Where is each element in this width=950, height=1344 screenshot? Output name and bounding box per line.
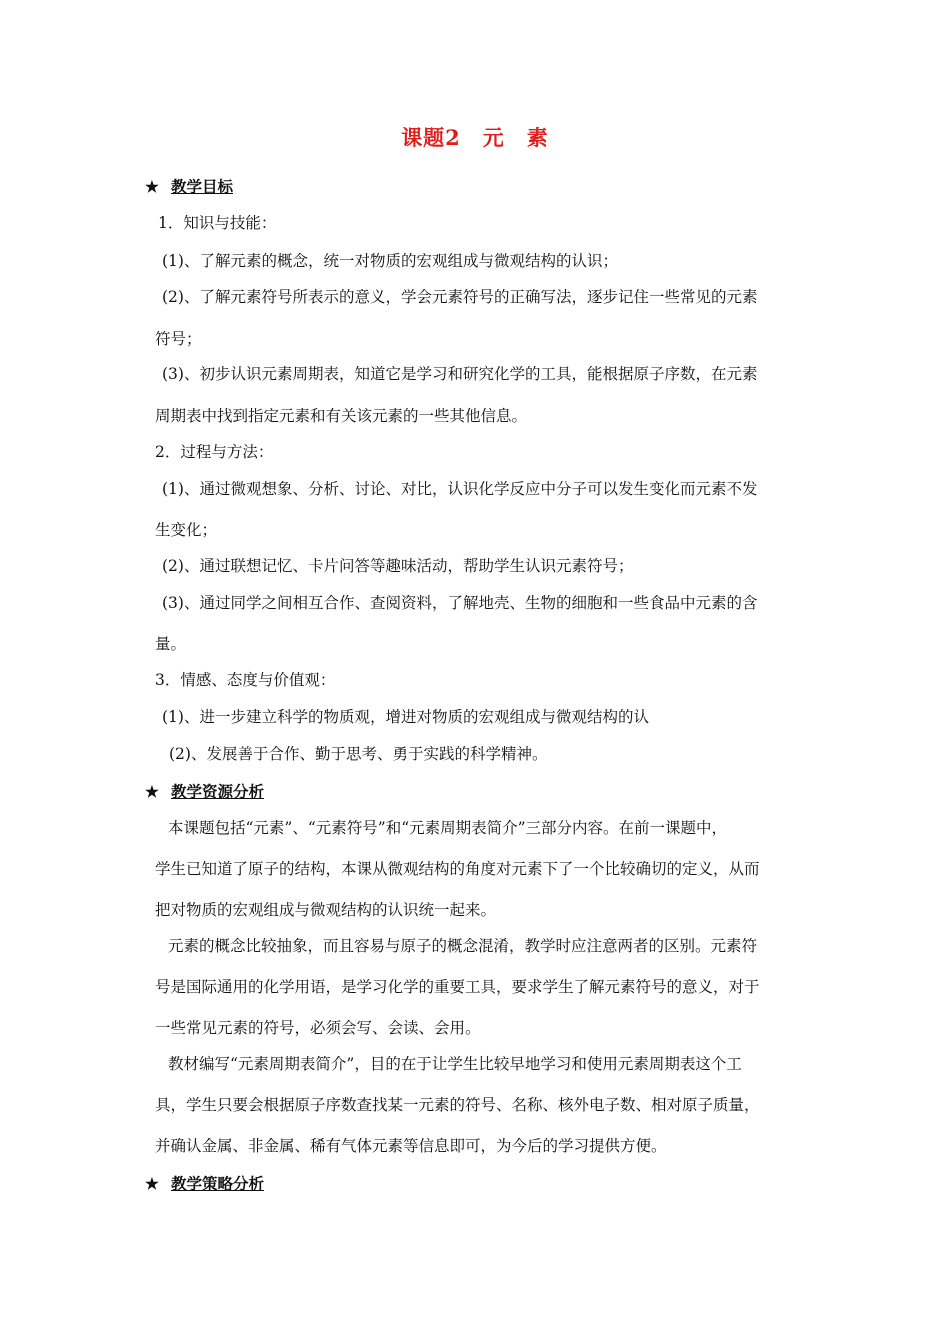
goals-line: (2)、了解元素符号所表示的意义，学会元素符号的正确写法，逐步记住一些常见的元素 [162, 288, 758, 306]
section-heading-resources [145, 782, 264, 802]
star-icon: ★ [145, 1174, 159, 1193]
section-heading-text: 教学资源分析 [171, 782, 265, 801]
goals-line: (2)、发展善于合作、勤于思考、勇于实践的科学精神。 [169, 745, 548, 763]
goals-line: (1)、通过微观想象、分析、讨论、对比，认识化学反应中分子可以发生变化而元素不发 [162, 480, 758, 498]
resources-line: 元素的概念比较抽象，而且容易与原子的概念混淆，教学时应注意两者的区别。元素符 [168, 937, 758, 955]
resources-line: 教材编写“元素周期表简介”，目的在于让学生比较早地学习和使用元素周期表这个工 [168, 1055, 742, 1073]
goals-line: (3)、通过同学之间相互合作、查阅资料，了解地壳、生物的细胞和一些食品中元素的含 [162, 594, 758, 612]
goals-line: 2．过程与方法： [155, 443, 274, 461]
goals-line: 1．知识与技能： [158, 214, 277, 232]
goals-line: 3．情感、态度与价值观： [155, 671, 336, 689]
section-heading-text: 教学目标 [171, 177, 234, 196]
goals-line: (3)、初步认识元素周期表，知道它是学习和研究化学的工具，能根据原子序数，在元素 [162, 365, 758, 383]
section-heading-text: 教学策略分析 [171, 1174, 265, 1193]
goals-line: 符号； [155, 330, 202, 348]
section-heading-goals [145, 177, 233, 197]
section-heading-strategy [145, 1174, 264, 1194]
resources-line: 号是国际通用的化学用语，是学习化学的重要工具，要求学生了解元素符号的意义，对于 [155, 978, 760, 996]
goals-line: 量。 [155, 635, 187, 653]
goals-line: (2)、通过联想记忆、卡片问答等趣味活动，帮助学生认识元素符号； [162, 557, 634, 575]
resources-line: 把对物质的宏观组成与微观结构的认识统一起来。 [155, 901, 497, 919]
goals-line: (1)、了解元素的概念，统一对物质的宏观组成与微观结构的认识； [162, 252, 618, 270]
goals-line: 周期表中找到指定元素和有关该元素的一些其他信息。 [155, 407, 528, 425]
document-title: 课题2 元 素 [401, 125, 549, 150]
resources-line: 学生已知道了原子的结构，本课从微观结构的角度对元素下了一个比较确切的定义，从而 [155, 860, 760, 878]
goals-line: 生变化； [155, 521, 218, 539]
goals-line: (1)、进一步建立科学的物质观，增进对物质的宏观组成与微观结构的认 [162, 708, 649, 726]
resources-line: 本课题包括“元素”、“元素符号”和“元素周期表简介”三部分内容。在前一课题中， [168, 819, 728, 837]
star-icon: ★ [145, 177, 159, 196]
star-icon: ★ [145, 782, 159, 801]
resources-line: 并确认金属、非金属、稀有气体元素等信息即可，为今后的学习提供方便。 [155, 1137, 667, 1155]
resources-line: 一些常见元素的符号，必须会写、会读、会用。 [155, 1019, 481, 1037]
resources-line: 具，学生只要会根据原子序数查找某一元素的符号、名称、核外电子数、相对原子质量， [155, 1096, 760, 1114]
